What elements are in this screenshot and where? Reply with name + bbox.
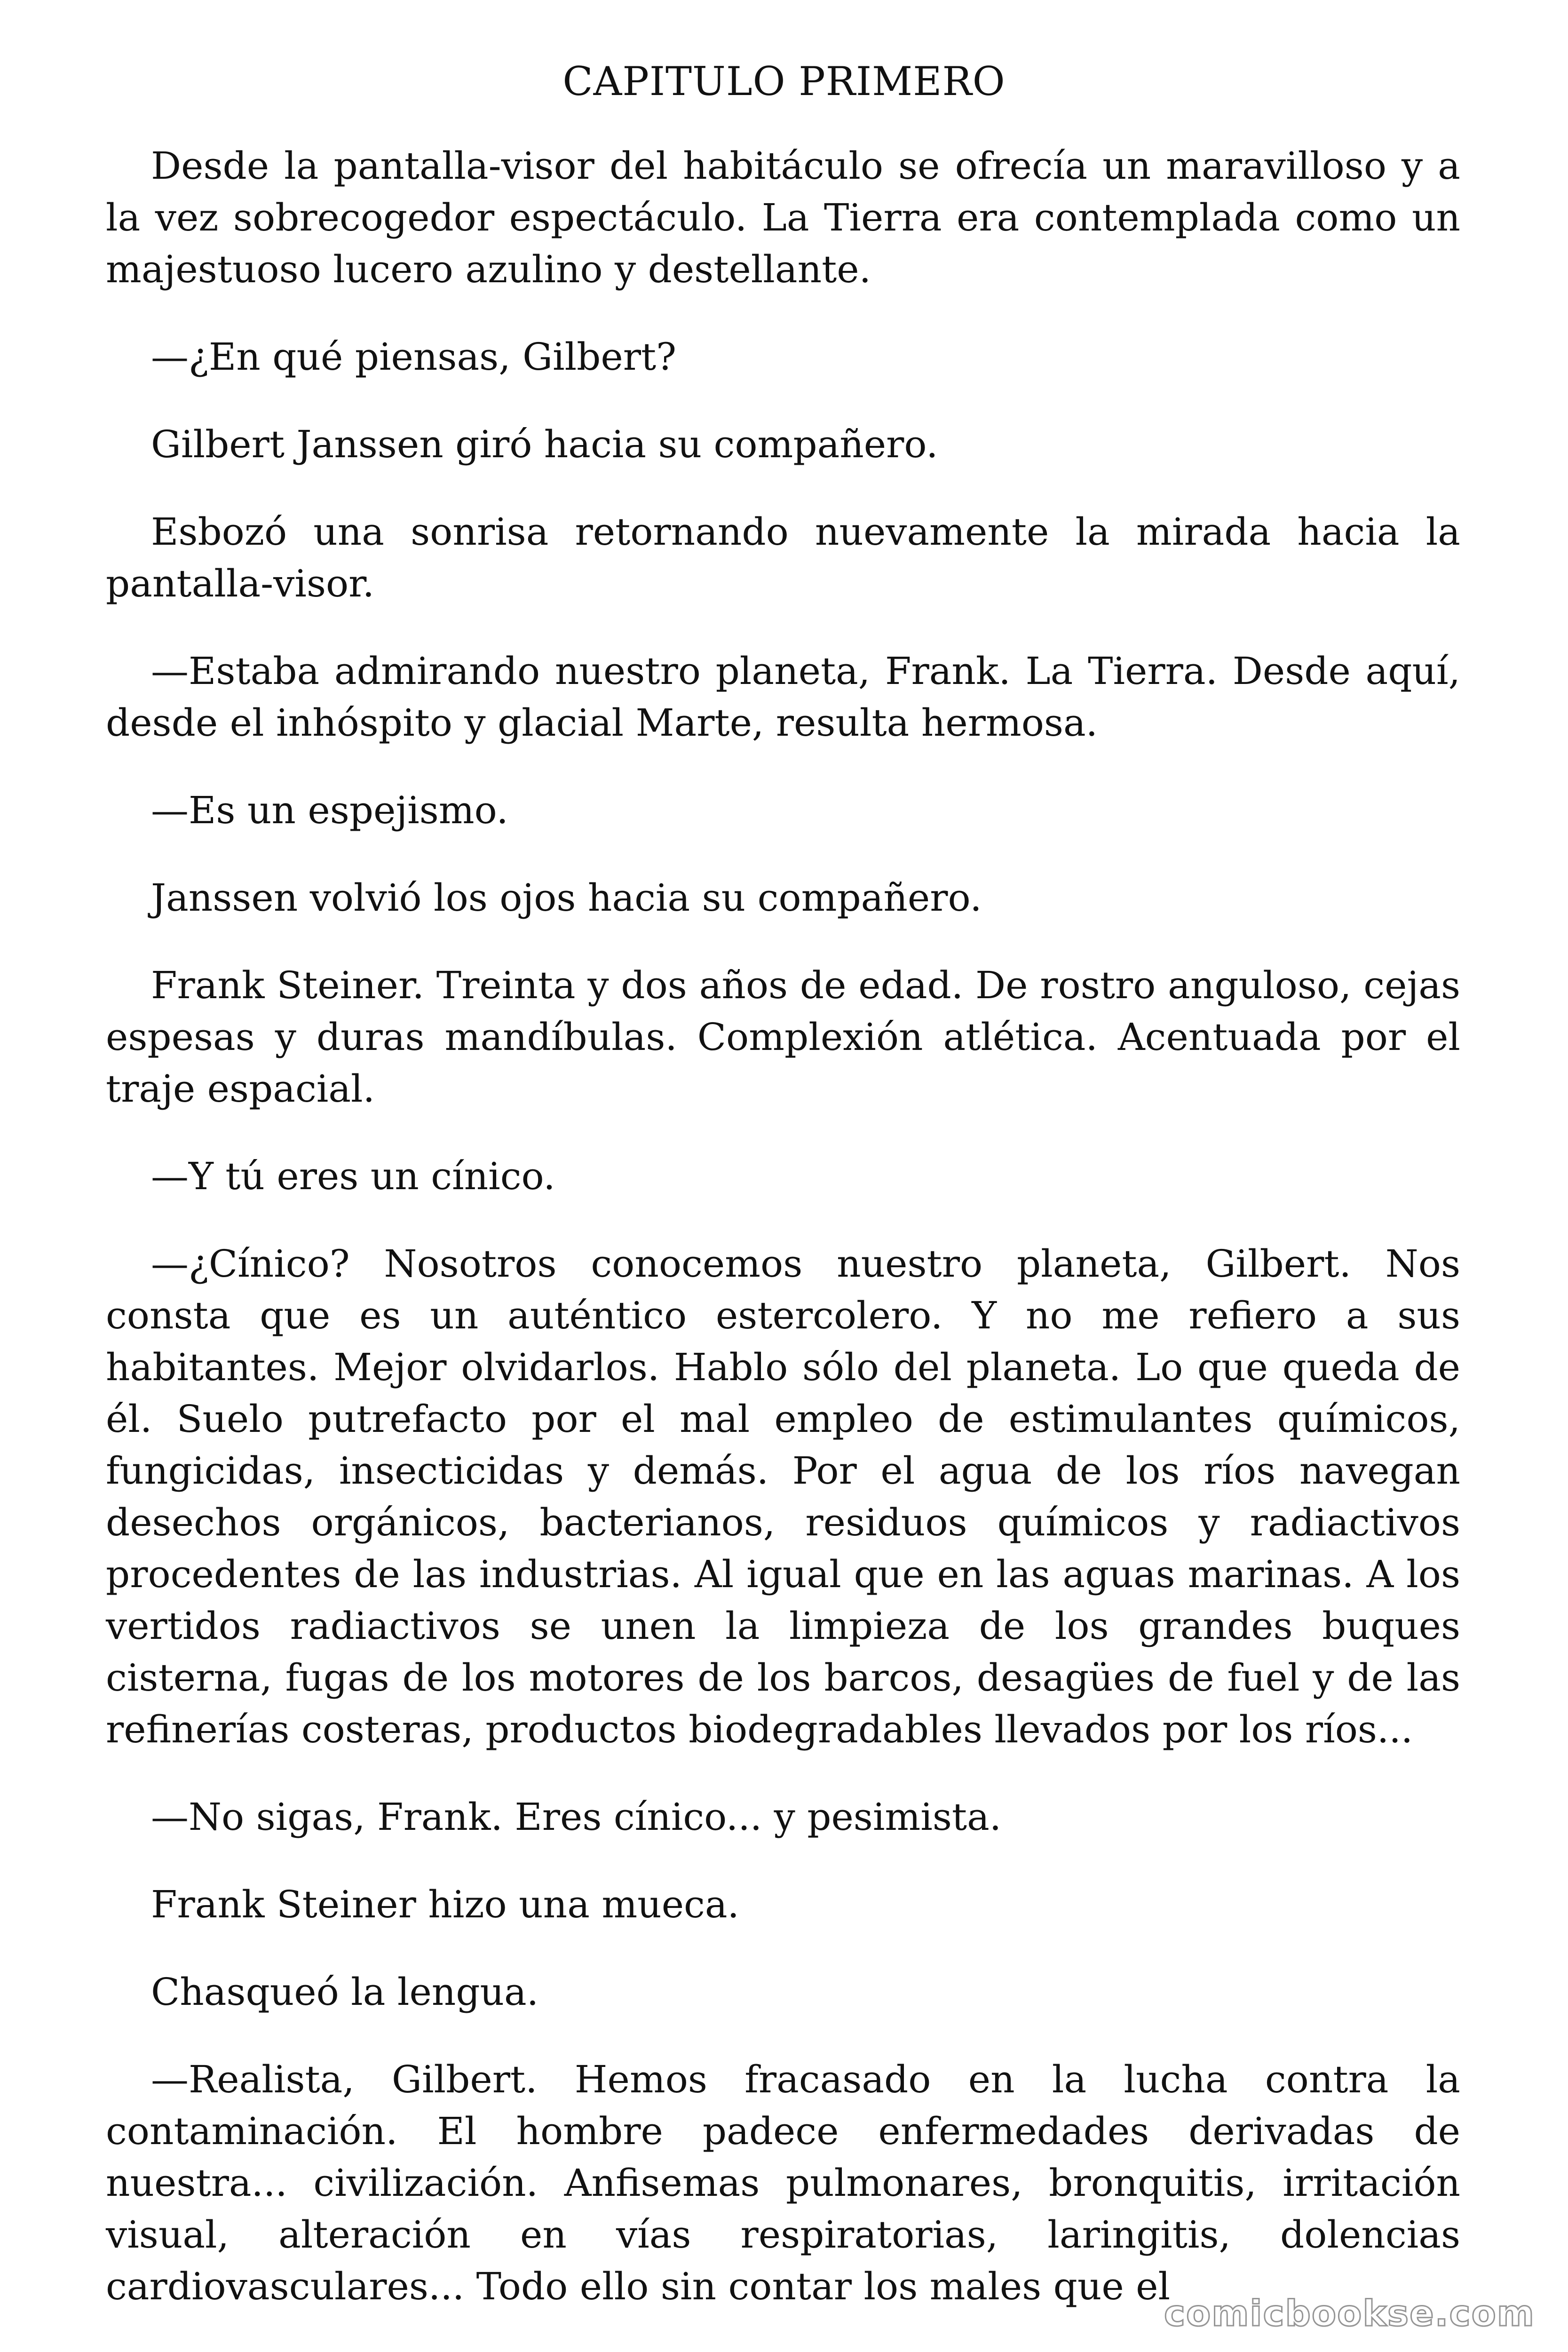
paragraph-2: —¿En qué piensas, Gilbert? (151, 335, 676, 379)
paragraph-8: Frank Steiner. Treinta y dos años de edad. De rostro anguloso, cejas espesas y duras mandíbulas. Complexión atlética. Acentuada por el traje espacial. (106, 963, 1460, 1111)
paragraph-1: Desde la pantalla-visor del habitáculo se ofrecía un maravilloso y a la vez sobrecogedor espectáculo. La Tierra era contemplada como un majestuoso lucero azulino y destellante. (106, 144, 1460, 291)
paragraph-10: —¿Cínico? Nosotros conocemos nuestro planeta, Gilbert. Nos consta que es un auténtico estercolero. Y no me refiero a sus habitantes. Mejor olvidarlos. Hablo sólo del planeta. Lo que queda de él. Suelo putrefacto por el mal empleo de estimulantes químicos, fungicidas, insecticidas y demás. Por el agua de los ríos navegan desechos orgánicos, bacterianos, residuos químicos y radiactivos procedentes de las industrias. Al igual que en las aguas marinas. A los vertidos radiactivos se unen la limpieza de los grandes buques cisterna, fugas de los motores de los barcos, desagües de fuel y de las refinerías costeras, productos biodegradables llevados por los ríos... (106, 1242, 1460, 1751)
paragraph-7: Janssen volvió los ojos hacia su compañero. (151, 876, 982, 920)
paragraph-12: Frank Steiner hizo una mueca. (151, 1883, 739, 1926)
paragraph-4: Esbozó una sonrisa retornando nuevamente la mirada hacia la pantalla-visor. (106, 510, 1460, 605)
paragraph-3: Gilbert Janssen giró hacia su compañero. (151, 422, 938, 466)
paragraph-5: —Estaba admirando nuestro planeta, Frank. La Tierra. Desde aquí, desde el inhóspito y glacial Marte, resulta hermosa. (106, 649, 1460, 745)
paragraph-13: Chasqueó la lengua. (151, 1970, 539, 2014)
paragraph-14: —Realista, Gilbert. Hemos fracasado en la lucha contra la contaminación. El hombre padece enfermedades derivadas de nuestra... civilización. Anfisemas pulmonares, bronquitis, irritación visual, alteración en vías respiratorias, laringitis, dolencias cardiovasculares... Todo ello sin contar los males que el (106, 2058, 1460, 2308)
paragraph-11: —No sigas, Frank. Eres cínico... y pesimista. (151, 1795, 1002, 1839)
watermark-logo: comicbookse.com (1164, 2292, 1535, 2334)
page-body (106, 140, 1460, 2312)
paragraph-6: —Es un espejismo. (151, 788, 508, 832)
chapter-title: CAPITULO PRIMERO (562, 58, 1006, 104)
paragraph-9: —Y tú eres un cínico. (151, 1154, 555, 1198)
